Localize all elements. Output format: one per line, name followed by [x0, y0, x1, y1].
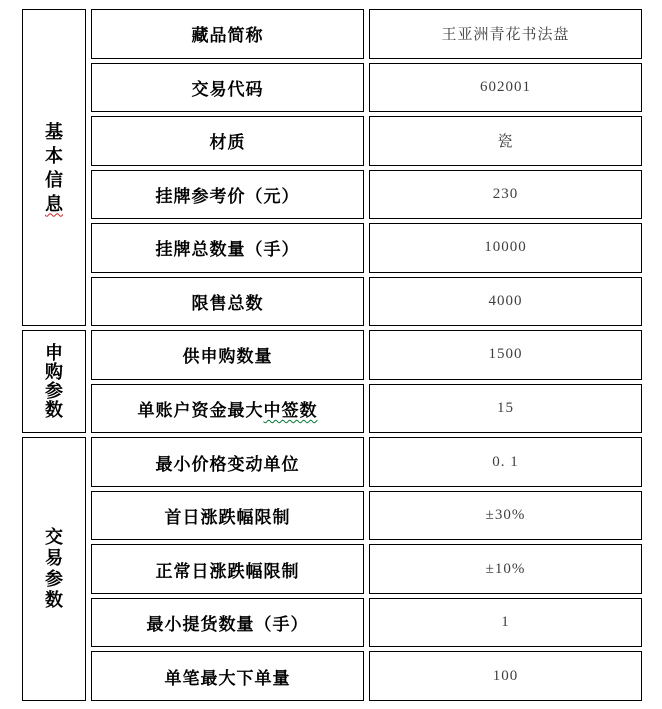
section-title-basic-info: 基 本 信 息 [45, 121, 63, 214]
spellcheck-underline-red: 息 [45, 193, 63, 214]
value-max-order-size: 100 [369, 651, 642, 701]
section-header-trading-params [22, 437, 86, 701]
section-header-subscription-params [22, 330, 86, 433]
label-trading-code: 交易代码 [91, 63, 364, 113]
value-restricted-sale-total: 4000 [369, 277, 642, 327]
label-min-price-tick: 最小价格变动单位 [91, 437, 364, 487]
value-normal-day-price-limit: ±10% [369, 544, 642, 594]
section-header-basic-info [22, 9, 86, 326]
label-collection-short-name: 藏品简称 [91, 9, 364, 59]
grammar-underline-green: 中签数 [263, 401, 318, 421]
label-min-delivery-quantity: 最小提货数量（手） [91, 598, 364, 648]
section-title-subscription-params: 申 购 参 数 [45, 342, 63, 420]
value-max-lots-per-account: 15 [369, 384, 642, 434]
section-title-trading-params: 交 易 参 数 [45, 527, 63, 611]
label-max-order-size: 单笔最大下单量 [91, 651, 364, 701]
label-listing-reference-price: 挂牌参考价（元） [91, 170, 364, 220]
label-material: 材质 [91, 116, 364, 166]
label-restricted-sale-total: 限售总数 [91, 277, 364, 327]
label-max-lots-per-account: 单账户资金最大 中签数 [91, 384, 364, 434]
label-subscription-quantity: 供申购数量 [91, 330, 364, 380]
value-listing-reference-price: 230 [369, 170, 642, 220]
value-material: 瓷 [369, 116, 642, 166]
label-normal-day-price-limit: 正常日涨跌幅限制 [91, 544, 364, 594]
label-first-day-price-limit: 首日涨跌幅限制 [91, 491, 364, 541]
value-min-price-tick: 0. 1 [369, 437, 642, 487]
value-first-day-price-limit: ±30% [369, 491, 642, 541]
parameters-table [22, 9, 642, 701]
value-subscription-quantity: 1500 [369, 330, 642, 380]
value-min-delivery-quantity: 1 [369, 598, 642, 648]
value-collection-short-name: 王亚洲青花书法盘 [369, 9, 642, 59]
label-listing-total-quantity: 挂牌总数量（手） [91, 223, 364, 273]
value-listing-total-quantity: 10000 [369, 223, 642, 273]
value-trading-code: 602001 [369, 63, 642, 113]
